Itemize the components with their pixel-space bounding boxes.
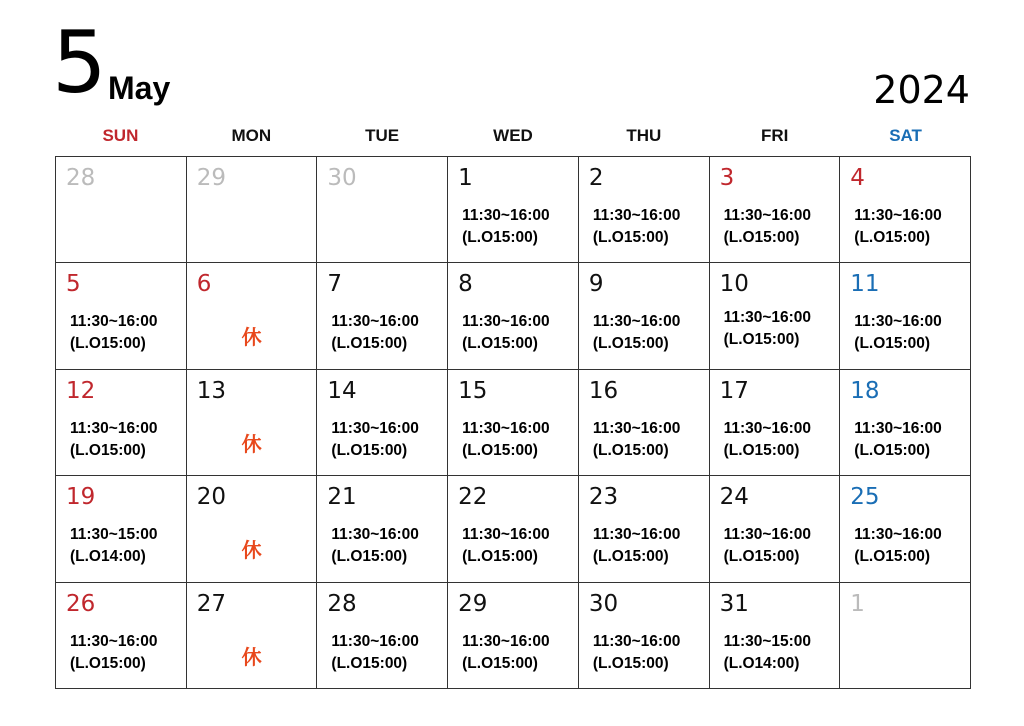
closed-mark: 休 [241,325,262,350]
weekday-sat: SAT [889,126,922,145]
last-order: (L.O14:00) [723,654,800,672]
day-number: 1 [458,165,473,191]
day-number: 22 [458,484,488,511]
day-number: 2 [588,165,604,191]
calendar-day-cell[interactable] [448,157,579,263]
last-order: (L.O15:00) [723,548,800,566]
opening-hours [593,524,680,568]
hours-range: 11:30~16:00 [592,207,681,224]
day-number: 12 [66,377,96,404]
opening-hours [593,205,680,249]
opening-hours [70,311,157,355]
calendar-day-cell[interactable] [56,157,187,263]
day-number: 11 [850,271,880,298]
weekday-wed: WED [493,126,533,145]
day-number: 31 [719,590,749,617]
day-number: 30 [327,165,357,191]
calendar-day-cell[interactable] [710,263,841,369]
day-number: 20 [196,484,226,511]
hours-range: 11:30~16:00 [592,419,681,437]
last-order: (L.O14:00) [70,548,146,566]
calendar-day-cell[interactable] [710,476,841,582]
hours-range: 11:30~16:00 [462,313,550,331]
calendar-day-cell[interactable] [187,583,318,689]
last-order: (L.O15:00) [592,441,669,459]
last-order: (L.O15:00) [854,229,931,246]
calendar-day-cell[interactable] [56,583,187,689]
calendar-day-cell[interactable] [710,583,841,689]
day-number: 7 [327,271,343,298]
hours-range: 11:30~16:00 [854,419,942,437]
calendar-day-cell[interactable] [579,583,710,689]
hours-range: 11:30~16:00 [70,313,158,331]
opening-hours [331,631,418,675]
day-number: 1 [850,590,865,617]
calendar-day-cell[interactable] [317,370,448,476]
opening-hours [593,631,680,675]
hours-range: 11:30~16:00 [331,313,419,331]
hours-range: 11:30~16:00 [592,526,681,544]
calendar-grid [55,156,971,689]
calendar-day-cell[interactable] [448,263,579,369]
opening-hours [724,307,811,351]
opening-hours [331,418,418,462]
calendar-day-cell[interactable] [56,370,187,476]
hours-range: 11:30~16:00 [854,207,942,224]
opening-hours [70,418,157,462]
opening-hours [462,205,549,249]
calendar-day-cell[interactable] [448,583,579,689]
last-order: (L.O15:00) [462,335,538,353]
calendar-day-cell[interactable] [317,583,448,689]
hours-range: 11:30~16:00 [462,207,550,224]
last-order: (L.O15:00) [462,654,538,672]
month-number: 5 [52,13,107,113]
last-order: (L.O15:00) [70,441,146,459]
day-number: 17 [719,377,749,404]
last-order: (L.O15:00) [462,441,538,459]
day-number: 19 [66,484,96,511]
last-order: (L.O15:00) [331,654,408,672]
hours-range: 11:30~16:00 [462,632,550,650]
last-order: (L.O15:00) [462,229,538,246]
last-order: (L.O15:00) [854,335,931,353]
hours-range: 11:30~16:00 [723,207,812,224]
day-number: 28 [327,590,357,617]
day-number: 15 [458,377,488,404]
hours-range: 11:30~16:00 [854,313,942,331]
last-order: (L.O15:00) [592,229,669,246]
calendar-day-cell[interactable] [317,476,448,582]
last-order: (L.O15:00) [70,335,146,353]
day-number: 5 [66,271,81,298]
last-order: (L.O15:00) [723,331,800,349]
day-number: 18 [850,377,880,404]
day-number: 26 [66,590,96,617]
hours-range: 11:30~16:00 [854,526,942,544]
calendar-day-cell[interactable] [448,370,579,476]
weekday-header-row [55,123,971,149]
weekday-fri: FRI [761,126,789,145]
calendar-day-cell[interactable] [840,583,971,689]
hours-range: 11:30~16:00 [462,419,550,437]
last-order: (L.O15:00) [331,548,408,566]
day-number: 6 [196,271,212,298]
day-number: 9 [588,271,604,298]
calendar-day-cell[interactable] [710,370,841,476]
opening-hours [724,418,811,462]
opening-hours [331,311,418,355]
hours-range: 11:30~16:00 [592,632,681,650]
calendar-day-cell[interactable] [840,157,971,263]
day-number: 4 [850,165,865,191]
calendar-day-cell[interactable] [579,476,710,582]
calendar-day-cell[interactable] [840,476,971,582]
opening-hours [593,311,680,355]
calendar-day-cell[interactable] [448,476,579,582]
day-number: 29 [196,165,226,191]
hours-range: 11:30~16:00 [723,419,812,437]
last-order: (L.O15:00) [723,441,800,459]
hours-range: 11:30~16:00 [592,313,681,331]
opening-hours [593,418,680,462]
day-number: 24 [719,484,749,511]
calendar-day-cell[interactable] [840,370,971,476]
opening-hours [462,631,549,675]
last-order: (L.O15:00) [462,548,538,566]
closed-mark: 休 [241,644,262,669]
calendar-day-cell[interactable] [56,476,187,582]
opening-hours [331,524,418,568]
last-order: (L.O15:00) [331,335,408,353]
calendar-day-cell[interactable] [56,263,187,369]
day-number: 28 [66,165,96,191]
hours-range: 11:30~16:00 [70,632,158,650]
last-order: (L.O15:00) [723,229,800,246]
last-order: (L.O15:00) [592,654,669,672]
weekday-sun: SUN [102,126,139,145]
weekday-tue: TUE [365,126,400,145]
hours-range: 11:30~16:00 [723,309,812,327]
opening-hours [724,631,811,675]
day-number: 3 [719,165,735,191]
opening-hours [462,311,549,355]
day-number: 23 [588,484,619,511]
calendar-day-cell[interactable] [187,370,318,476]
hours-range: 11:30~16:00 [70,419,158,437]
hours-range: 11:30~16:00 [331,632,419,650]
year-label: 2024 [873,68,970,112]
calendar-day-cell[interactable] [187,157,318,263]
opening-hours [462,524,549,568]
calendar-day-cell[interactable] [317,157,448,263]
last-order: (L.O15:00) [331,441,408,459]
calendar-day-cell[interactable] [579,263,710,369]
hours-range: 11:30~16:00 [462,526,550,544]
hours-range: 11:30~15:00 [723,632,812,650]
weekday-thu: THU [626,126,662,145]
opening-hours [724,524,811,568]
opening-hours [70,631,157,675]
hours-range: 11:30~16:00 [331,419,419,437]
day-number: 10 [719,271,749,298]
calendar-day-cell[interactable] [317,263,448,369]
opening-hours [854,205,941,249]
weekday-mon: MON [231,126,272,145]
day-number: 14 [327,377,357,404]
calendar-day-cell[interactable] [579,157,710,263]
opening-hours [854,524,941,568]
opening-hours [70,524,157,568]
calendar-day-cell[interactable] [840,263,971,369]
day-number: 29 [458,590,488,617]
hours-range: 11:30~16:00 [331,526,419,544]
last-order: (L.O15:00) [592,548,669,566]
last-order: (L.O15:00) [592,335,669,353]
last-order: (L.O15:00) [854,548,931,566]
day-number: 27 [196,590,226,617]
opening-hours [462,418,549,462]
calendar-day-cell[interactable] [187,263,318,369]
month-name: May [108,70,171,106]
opening-hours [724,205,811,249]
day-number: 25 [850,484,880,511]
day-number: 13 [196,377,226,404]
day-number: 8 [458,271,473,298]
hours-range: 11:30~16:00 [723,526,812,544]
closed-mark: 休 [241,431,262,456]
last-order: (L.O15:00) [854,441,931,459]
opening-hours [854,418,941,462]
opening-hours [854,311,941,355]
day-number: 30 [588,590,619,617]
closed-mark: 休 [241,538,262,563]
calendar-day-cell[interactable] [579,370,710,476]
hours-range: 11:30~15:00 [70,526,158,544]
day-number: 16 [588,377,619,404]
last-order: (L.O15:00) [70,654,146,672]
calendar-day-cell[interactable] [710,157,841,263]
calendar-day-cell[interactable] [187,476,318,582]
day-number: 21 [327,484,357,511]
